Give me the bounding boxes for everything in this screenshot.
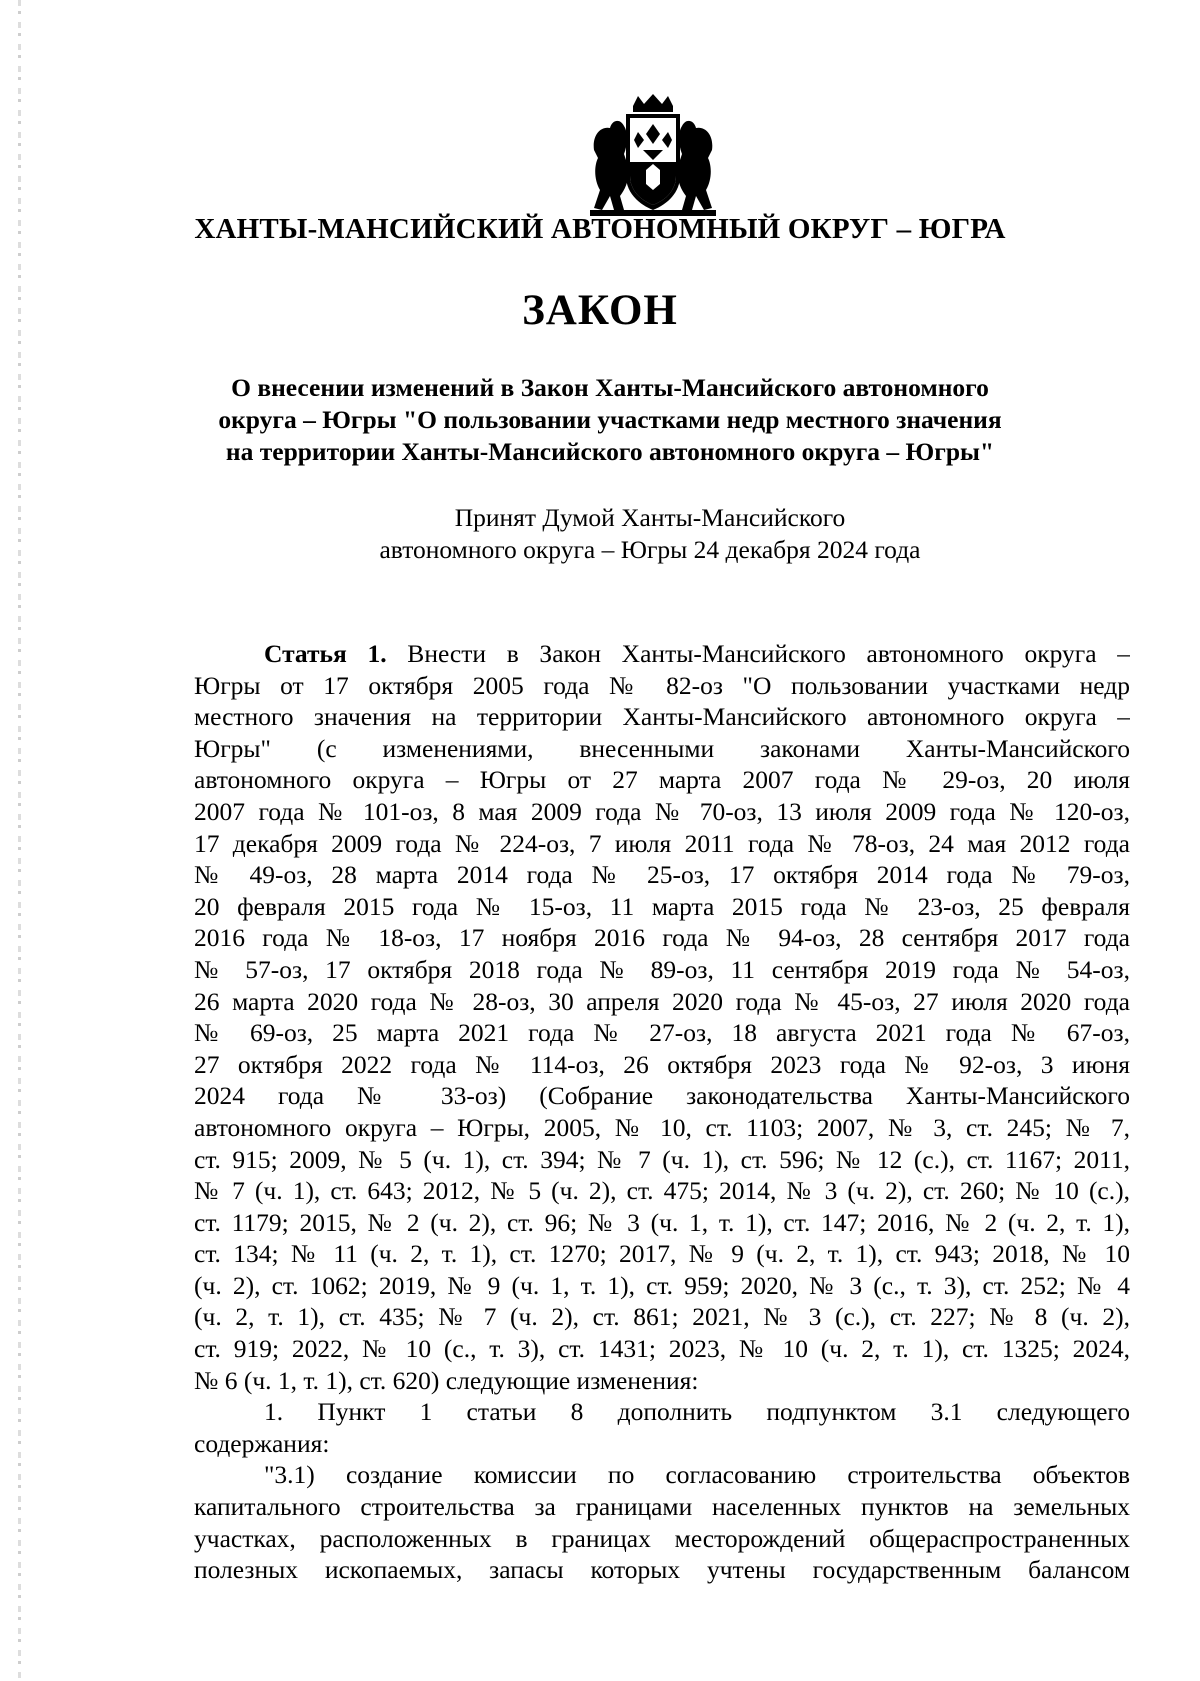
adoption-note-line: автономного округа – Югры 24 декабря 2024 года bbox=[379, 535, 921, 564]
body-line: ст. 919; 2022, № 10 (с., т. 3), ст. 1431; 2023, № 10 (ч. 2, т. 1), ст. 1325; 2024, bbox=[194, 1334, 1130, 1364]
body-line: автономного округа – Югры от 27 марта 2007 года № 29-оз, 20 июля bbox=[194, 765, 1130, 795]
adoption-note bbox=[280, 502, 1020, 566]
body-line: автономного округа – Югры, 2005, № 10, ст. 1103; 2007, № 3, ст. 245; № 7, bbox=[194, 1112, 1130, 1142]
body-line: № 7 (ч. 1), ст. 643; 2012, № 5 (ч. 2), ст. 475; 2014, № 3 (ч. 2), ст. 260; № 10 (с.), bbox=[194, 1176, 1130, 1206]
law-title-line: округа – Югры "О пользовании участками недр местного значения bbox=[218, 405, 1002, 434]
item-1-last-line: содержания: bbox=[194, 1428, 330, 1458]
scan-edge-artifact bbox=[18, 0, 21, 1681]
body-line: 20 февраля 2015 года № 15-оз, 11 марта 2015 года № 23-оз, 25 февраля bbox=[194, 891, 1130, 921]
body-line: ст. 1179; 2015, № 2 (ч. 2), ст. 96; № 3 (ч. 1, т. 1), ст. 147; 2016, № 2 (ч. 2, т. 1), bbox=[194, 1207, 1130, 1237]
body-line: местного значения на территории Ханты-Мансийского автономного округа – bbox=[194, 702, 1130, 732]
law-title-line: на территории Ханты-Мансийского автономного округа – Югры" bbox=[225, 437, 995, 466]
region-heading: ХАНТЫ-МАНСИЙСКИЙ АВТОНОМНЫЙ ОКРУГ – ЮГРА bbox=[194, 213, 1006, 245]
body-line: 26 марта 2020 года № 28-оз, 30 апреля 2020 года № 45-оз, 27 июля 2020 года bbox=[194, 986, 1130, 1016]
body-line: 27 октября 2022 года № 114-оз, 26 октября 2023 года № 92-оз, 3 июня bbox=[194, 1049, 1130, 1079]
quote-line: капитального строительства за границами населенных пунктов на земельных bbox=[194, 1492, 1130, 1522]
body-line: (ч. 2), ст. 1062; 2019, № 9 (ч. 1, т. 1), ст. 959; 2020, № 3 (с., т. 3), ст. 252; № 4 bbox=[194, 1270, 1130, 1300]
law-title-line: О внесении изменений в Закон Ханты-Мансийского автономного bbox=[231, 373, 989, 402]
body-line: ст. 134; № 11 (ч. 2, т. 1), ст. 1270; 2017, № 9 (ч. 2, т. 1), ст. 943; 2018, № 10 bbox=[194, 1239, 1130, 1269]
article-1-label: Статья 1. bbox=[264, 639, 387, 668]
body-line: 17 декабря 2009 года № 224-оз, 7 июля 2011 года № 78-оз, 24 мая 2012 года bbox=[194, 828, 1130, 858]
body-line: № 6 (ч. 1, т. 1), ст. 620) следующие изменения: bbox=[194, 1365, 699, 1395]
body-line: № 49-оз, 28 марта 2014 года № 25-оз, 17 октября 2014 года № 79-оз, bbox=[194, 860, 1130, 890]
body-line: (ч. 2, т. 1), ст. 435; № 7 (ч. 2), ст. 861; 2021, № 3 (с.), ст. 227; № 8 (ч. 2), bbox=[194, 1302, 1130, 1332]
item-1-first-line: 1. Пункт 1 статьи 8 дополнить подпунктом 3.1 следующего bbox=[264, 1397, 1130, 1427]
body-line: 2024 года № 33-оз) (Собрание законодательства Ханты-Мансийского bbox=[194, 1081, 1130, 1111]
quote-line: участках, расположенных в границах месторождений общераспространенных bbox=[194, 1523, 1130, 1553]
body-line: ст. 915; 2009, № 5 (ч. 1), ст. 394; № 7 (ч. 1), ст. 596; № 12 (с.), ст. 1167; 2011, bbox=[194, 1144, 1130, 1174]
coat-of-arms-emblem bbox=[588, 92, 718, 222]
quote-line: полезных ископаемых, запасы которых учтены государственным балансом bbox=[194, 1555, 1130, 1585]
article-1-first-line-text: Внести в Закон Ханты-Мансийского автономного округа – bbox=[386, 639, 1130, 668]
law-title bbox=[200, 372, 1020, 468]
body-line: 2016 года № 18-оз, 17 ноября 2016 года № 94-оз, 28 сентября 2017 года bbox=[194, 923, 1130, 953]
adoption-note-line: Принят Думой Ханты-Мансийского bbox=[454, 503, 846, 532]
article-1-body bbox=[194, 638, 1130, 1586]
quote-first-line: "3.1) создание комиссии по согласованию строительства объектов bbox=[264, 1460, 1130, 1490]
body-line: № 69-оз, 25 марта 2021 года № 27-оз, 18 августа 2021 года № 67-оз, bbox=[194, 1018, 1130, 1048]
body-line: 2007 года № 101-оз, 8 мая 2009 года № 70-оз, 13 июля 2009 года № 120-оз, bbox=[194, 796, 1130, 826]
document-type-heading: ЗАКОН bbox=[522, 287, 678, 334]
body-line: Югры" (с изменениями, внесенными законами Ханты-Мансийского bbox=[194, 733, 1130, 763]
article-1-first-line bbox=[194, 638, 1130, 670]
body-line: Югры от 17 октября 2005 года № 82-оз "О пользовании участками недр bbox=[194, 670, 1130, 700]
body-line: № 57-оз, 17 октября 2018 года № 89-оз, 11 сентября 2019 года № 54-оз, bbox=[194, 954, 1130, 984]
